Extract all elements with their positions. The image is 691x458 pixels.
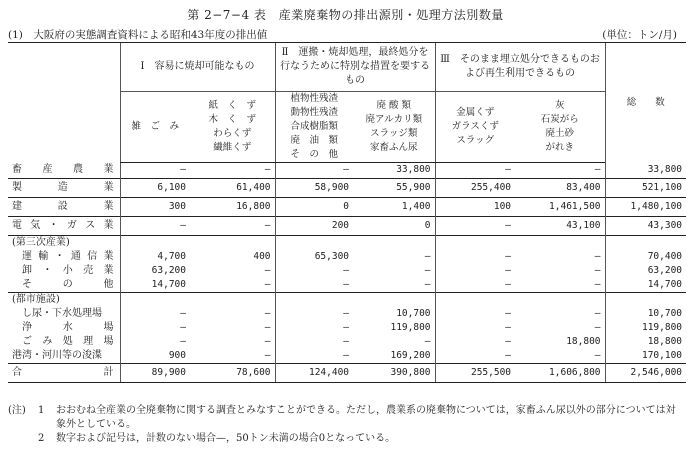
value-cell: 255,500 <box>435 363 515 382</box>
table-row <box>8 321 686 335</box>
value-cell: — <box>594 164 601 176</box>
value-cell: — <box>264 278 271 290</box>
total-cell: 1,480,100 <box>605 197 686 216</box>
value-cell <box>120 235 190 250</box>
value-cell: — <box>435 250 515 264</box>
value-cell: 78,600 <box>190 363 275 382</box>
table-row <box>8 307 686 321</box>
value-cell: 1,461,500 <box>515 197 605 216</box>
value-cell: — <box>264 307 271 319</box>
table-subtitle: (1) 大阪府の実態調査資料による昭和43年度の排出値 <box>8 29 268 41</box>
value-cell <box>353 292 435 307</box>
value-cell: 255,400 <box>435 178 515 197</box>
row-label: 畜 産 農 業 <box>12 164 114 175</box>
value-cell: 58,900 <box>275 178 353 197</box>
value-cell: 1,400 <box>353 197 435 216</box>
value-cell: 14,700 <box>120 278 190 293</box>
group-header-2: Ⅱ 運搬・焼却処理，最終処分を行なうために特別な措置を要するもの <box>275 43 435 92</box>
value-cell <box>190 235 275 250</box>
value-cell: 43,100 <box>515 216 605 235</box>
value-cell <box>275 292 353 307</box>
value-cell <box>515 292 605 307</box>
value-cell: 119,800 <box>390 321 431 333</box>
table-row <box>8 335 686 349</box>
value-cell: 63,200 <box>120 264 190 278</box>
row-label: し尿・下水処理場 <box>22 307 102 319</box>
table-row <box>8 178 686 197</box>
value-cell: — <box>424 264 431 276</box>
table-row <box>8 235 686 250</box>
value-cell: — <box>120 321 190 335</box>
stub-header <box>8 43 120 163</box>
value-cell: 16,800 <box>190 197 275 216</box>
table-number: 第 2−7−4 表 <box>187 8 267 22</box>
table-row <box>8 278 686 293</box>
value-cell: — <box>120 216 190 235</box>
value-cell: — <box>435 264 515 278</box>
row-label: (第三次産業) <box>8 235 120 250</box>
total-cell: 10,700 <box>605 307 686 321</box>
value-cell: 18,800 <box>566 335 601 347</box>
waste-table <box>8 42 686 383</box>
total-cell: 63,200 <box>605 264 686 278</box>
row-label: 製 造 業 <box>8 178 120 197</box>
note-label: (注) <box>8 405 26 416</box>
table-row <box>8 264 686 278</box>
group-header-1: Ⅰ 容易に焼却可能なもの <box>120 43 275 92</box>
subheader-3: 植物性残渣 動物性残渣 合成樹脂類 廃 油 類 そ の 他 <box>275 92 353 163</box>
table-row <box>8 292 686 307</box>
group-header-3: Ⅲ そのまま埋立処分できるものおよび再生利用できるもの <box>435 43 605 92</box>
value-cell: 10,700 <box>396 307 431 319</box>
value-cell: 1,606,800 <box>515 363 605 382</box>
value-cell: — <box>275 264 353 278</box>
value-cell: 400 <box>253 250 271 262</box>
note-1 <box>8 404 684 432</box>
note-text: 数字および記号は，計数のない場合—，50トン未満の場合0となっている。 <box>56 433 396 444</box>
subheader-4: 廃 酸 類 廃アルカリ類 スラッジ類 家畜ふん尿 <box>353 92 435 163</box>
value-cell: — <box>435 349 515 364</box>
value-cell: — <box>120 335 190 349</box>
value-cell: — <box>594 264 601 276</box>
row-label: 合 計 <box>8 363 120 382</box>
subheader-1: 雑 ご み <box>120 92 190 163</box>
value-cell: — <box>435 163 515 179</box>
row-label: 電気・ガス業 <box>8 216 120 235</box>
total-header: 総 数 <box>605 43 686 163</box>
row-label: そ の 他 <box>22 278 114 290</box>
value-cell: — <box>594 307 601 319</box>
value-cell: — <box>264 264 271 276</box>
value-cell: 0 <box>353 216 435 235</box>
value-cell: — <box>594 250 601 262</box>
value-cell: — <box>275 307 353 321</box>
table-row <box>8 250 686 264</box>
unit-label: (単位：トン/月) <box>602 29 677 41</box>
value-cell: — <box>435 216 515 235</box>
value-cell: 0 <box>275 197 353 216</box>
value-cell: — <box>120 163 190 179</box>
total-cell <box>605 235 686 250</box>
value-cell <box>435 292 515 307</box>
value-cell: 124,400 <box>275 363 353 382</box>
value-cell: 100 <box>435 197 515 216</box>
total-cell: 2,546,000 <box>605 363 686 382</box>
row-label: 建 設 業 <box>8 197 120 216</box>
value-cell: — <box>424 278 431 290</box>
value-cell: 65,300 <box>275 250 353 264</box>
total-cell <box>605 292 686 307</box>
value-cell: — <box>264 349 271 361</box>
subheader-6: 灰 石炭がら 廃土砂 がれき <box>515 92 605 163</box>
total-cell: 170,100 <box>605 349 686 364</box>
value-cell: — <box>435 335 515 349</box>
row-label: (都市施設) <box>8 292 120 307</box>
total-cell: 119,800 <box>605 321 686 335</box>
note-key: 1 <box>38 405 45 416</box>
note-text: おおむね全産業の全廃棄物に関する調査とみなすことができる。ただし，農業系の廃棄物については，家畜ふん尿以外の部分については対象外としている。 <box>56 405 676 430</box>
subheader-2: 紙 く ず 木 く ず わらくず 繊維くず <box>190 92 275 163</box>
value-cell: — <box>594 321 601 333</box>
table-row <box>8 349 686 364</box>
value-cell: 83,400 <box>515 178 605 197</box>
value-cell <box>120 292 190 307</box>
value-cell: — <box>275 278 353 293</box>
value-cell: 200 <box>275 216 353 235</box>
subheader-5: 金属くず ガラスくず スラッグ <box>435 92 515 163</box>
row-label: 港湾・河川等の浚渫 <box>12 349 102 361</box>
value-cell: — <box>190 216 275 235</box>
total-cell: 18,800 <box>605 335 686 349</box>
note-2 <box>8 432 684 446</box>
total-cell: 33,800 <box>605 163 686 179</box>
total-cell: 43,300 <box>605 216 686 235</box>
table-title-text: 産業廃棄物の排出源別・処理方法別数量 <box>278 8 504 22</box>
value-cell: — <box>120 307 190 321</box>
value-cell <box>275 235 353 250</box>
row-label: 卸・小売業 <box>22 264 114 276</box>
table-row <box>8 163 686 179</box>
value-cell: — <box>264 321 271 333</box>
value-cell: 6,100 <box>120 178 190 197</box>
value-cell: — <box>275 321 353 335</box>
table-title <box>0 6 691 23</box>
header-group-row <box>8 43 686 92</box>
total-cell: 14,700 <box>605 278 686 293</box>
value-cell: — <box>264 164 271 176</box>
total-cell: 521,100 <box>605 178 686 197</box>
table-row <box>8 197 686 216</box>
value-cell: — <box>275 335 353 349</box>
note-label <box>8 432 38 446</box>
total-row <box>8 363 686 382</box>
value-cell: — <box>435 321 515 335</box>
value-cell: — <box>435 307 515 321</box>
value-cell <box>435 235 515 250</box>
value-cell: 55,900 <box>353 178 435 197</box>
value-cell <box>353 235 435 250</box>
value-cell: 4,700 <box>120 250 190 264</box>
value-cell: — <box>594 349 601 361</box>
value-cell: — <box>424 250 431 262</box>
value-cell: 300 <box>120 197 190 216</box>
note-key: 2 <box>38 433 45 444</box>
value-cell: — <box>594 278 601 290</box>
row-label: ごみ処理場 <box>22 335 114 347</box>
value-cell: — <box>275 349 353 364</box>
value-cell: 89,900 <box>120 363 190 382</box>
value-cell: — <box>435 278 515 293</box>
value-cell: 33,800 <box>396 164 431 176</box>
value-cell <box>515 235 605 250</box>
table-body <box>8 163 686 383</box>
table-row <box>8 216 686 235</box>
value-cell: — <box>275 163 353 179</box>
value-cell: 900 <box>120 349 190 364</box>
notes <box>8 404 684 446</box>
value-cell: 169,200 <box>390 349 431 361</box>
row-label: 運輸・通信業 <box>22 250 114 262</box>
value-cell: — <box>264 335 271 347</box>
value-cell: 390,800 <box>353 363 435 382</box>
value-cell: 61,400 <box>190 178 275 197</box>
value-cell <box>190 292 275 307</box>
row-label: 浄 水 場 <box>22 321 114 333</box>
total-cell: 70,400 <box>605 250 686 264</box>
value-cell: — <box>424 335 431 347</box>
